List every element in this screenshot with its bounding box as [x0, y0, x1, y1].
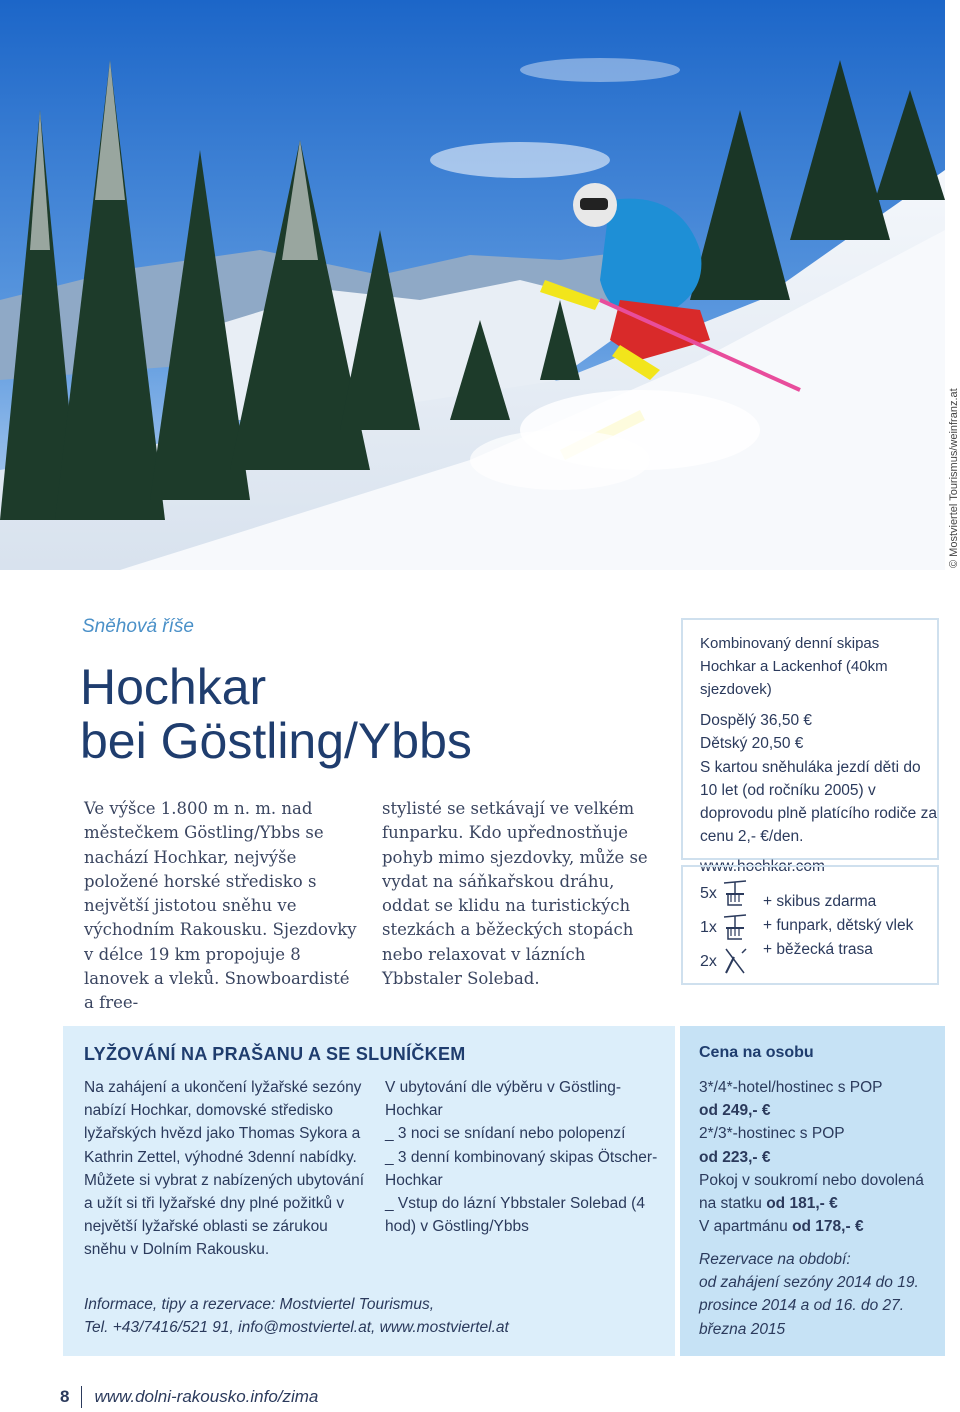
skipass-heading: Kombinovaný denní skipas Hochkar a Lackenhof (40km sjezdovek)	[700, 635, 888, 698]
snowman-card-note: S kartou sněhuláka jezdí děti do 10 let (od ročníku 2005) v doprovodu plně platícího rodiče za cenu 2,- €/den.	[700, 758, 937, 846]
lift-row-chairlift-1	[700, 913, 748, 943]
contact-line-2[interactable]: Tel. +43/7416/521 91, info@mostviertel.at, www.mostviertel.at	[84, 1319, 509, 1337]
reservation-text: od zahájení sezóny 2014 do 19. prosince 2014 a od 16. do 27. března 2015	[699, 1274, 919, 1338]
page-title	[80, 660, 472, 768]
chairlift-icon	[722, 879, 748, 909]
lift-row-tbar-2	[700, 947, 748, 977]
contact-info	[84, 1293, 669, 1339]
feature-funpark: + funpark, dětský vlek	[763, 917, 914, 934]
footer-url[interactable]: www.dolni-rakousko.info/zima	[94, 1387, 319, 1406]
price-option-value: od 223,- €	[699, 1148, 771, 1166]
package-intro: V ubytování dle výběru v Göstling-Hochkar	[385, 1079, 622, 1120]
title-line-2: bei Göstling/Ybbs	[80, 713, 472, 769]
feature-cross-country: + běžecká trasa	[763, 941, 873, 958]
chairlift-icon	[722, 913, 748, 943]
photo-credit-text: © Mostviertel Tourismus/weinfranz.at	[948, 388, 960, 568]
footer-divider	[81, 1386, 82, 1408]
price-option-label: V apartmánu od 178,- €	[699, 1218, 864, 1236]
price-option-value: od 249,- €	[699, 1102, 771, 1120]
t-bar-lift-icon	[722, 947, 748, 977]
lift-count: 1x	[700, 919, 717, 936]
lift-row-chairlift-5	[700, 879, 748, 909]
reservation-period	[699, 1248, 939, 1341]
hero-photo	[0, 0, 945, 570]
title-line-1: Hochkar	[80, 659, 267, 715]
price-option-label: 2*/3*-hostinec s POP	[699, 1125, 845, 1143]
skipass-prices	[700, 709, 937, 849]
price-option-label: 3*/4*-hotel/hostinec s POP	[699, 1079, 883, 1096]
hochkar-link[interactable]: www.hochkar.com	[700, 857, 825, 875]
page-number: 8	[60, 1387, 70, 1406]
promo-box	[63, 1026, 675, 1356]
lift-count: 2x	[700, 953, 717, 970]
package-item: _ 3 noci se snídaní nebo polopenzí	[385, 1125, 626, 1143]
promo-left-text: Na zahájení a ukončení lyžařské sezóny nabízí Hochkar, domovské středisko lyžařských hvězd jako Thomas Sykora a Kathrin Zettel, výhodné 3denní nabídky. Můžete si vybrat z nabízených ubytování a užít si tři lyžařské dny plné požitků v největší lyžařské oblasti se zárukou sněhu v Dolním Rakousku.	[84, 1079, 365, 1259]
lifts-box	[681, 865, 939, 985]
price-adult: Dospělý 36,50 €	[700, 712, 813, 729]
body-column-1: Ve výšce 1.800 m n. m. nad městečkem Göstling/Ybbs se nachází Hochkar, nejvýše položené horské středisko s největší jistotou sněhu ve východním Rakousku. Sjezdovky v délce 19 km propojuje 8 lanovek a vleků. Snowboardisté a free-	[84, 799, 357, 1013]
package-item: _ 3 denní kombinovaný skipas Ötscher-Hochkar	[385, 1148, 658, 1189]
section-kicker: Sněhová říše	[82, 616, 194, 637]
promo-package	[385, 1076, 670, 1238]
lift-count: 5x	[700, 885, 717, 902]
price-child: Dětský 20,50 €	[700, 735, 804, 753]
skipass-info-box	[681, 618, 939, 875]
contact-line-1: Informace, tipy a rezervace: Mostviertel Tourismus,	[84, 1296, 435, 1313]
photo-credit	[946, 0, 960, 570]
skier-illustration	[0, 0, 945, 570]
promo-heading: LYŽOVÁNÍ NA PRAŠANU A SE SLUNÍČKEM	[84, 1044, 466, 1064]
price-box	[680, 1026, 945, 1356]
package-item: _ Vstup do lázní Ybbstaler Solebad (4 hod) v Göstling/Ybbs	[385, 1195, 645, 1236]
reservation-label: Rezervace na období:	[699, 1251, 851, 1268]
price-list	[699, 1076, 939, 1238]
page-footer	[60, 1386, 318, 1408]
feature-skibus: + skibus zdarma	[763, 893, 877, 910]
body-column-2: stylisté se setkávají ve velkém funparku. Kdo upřednostňuje pohyb mimo sjezdovky, může se vydat na sáňkařskou dráhu, oddat se klidu na turistických stezkách a běžeckých stopách nebo relaxovat v lázních Ybbstaler Solebad.	[382, 799, 648, 989]
price-option-label: Pokoj v soukromí nebo dovolená na statku od 181,- €	[699, 1171, 924, 1213]
price-heading: Cena na osobu	[699, 1044, 814, 1061]
